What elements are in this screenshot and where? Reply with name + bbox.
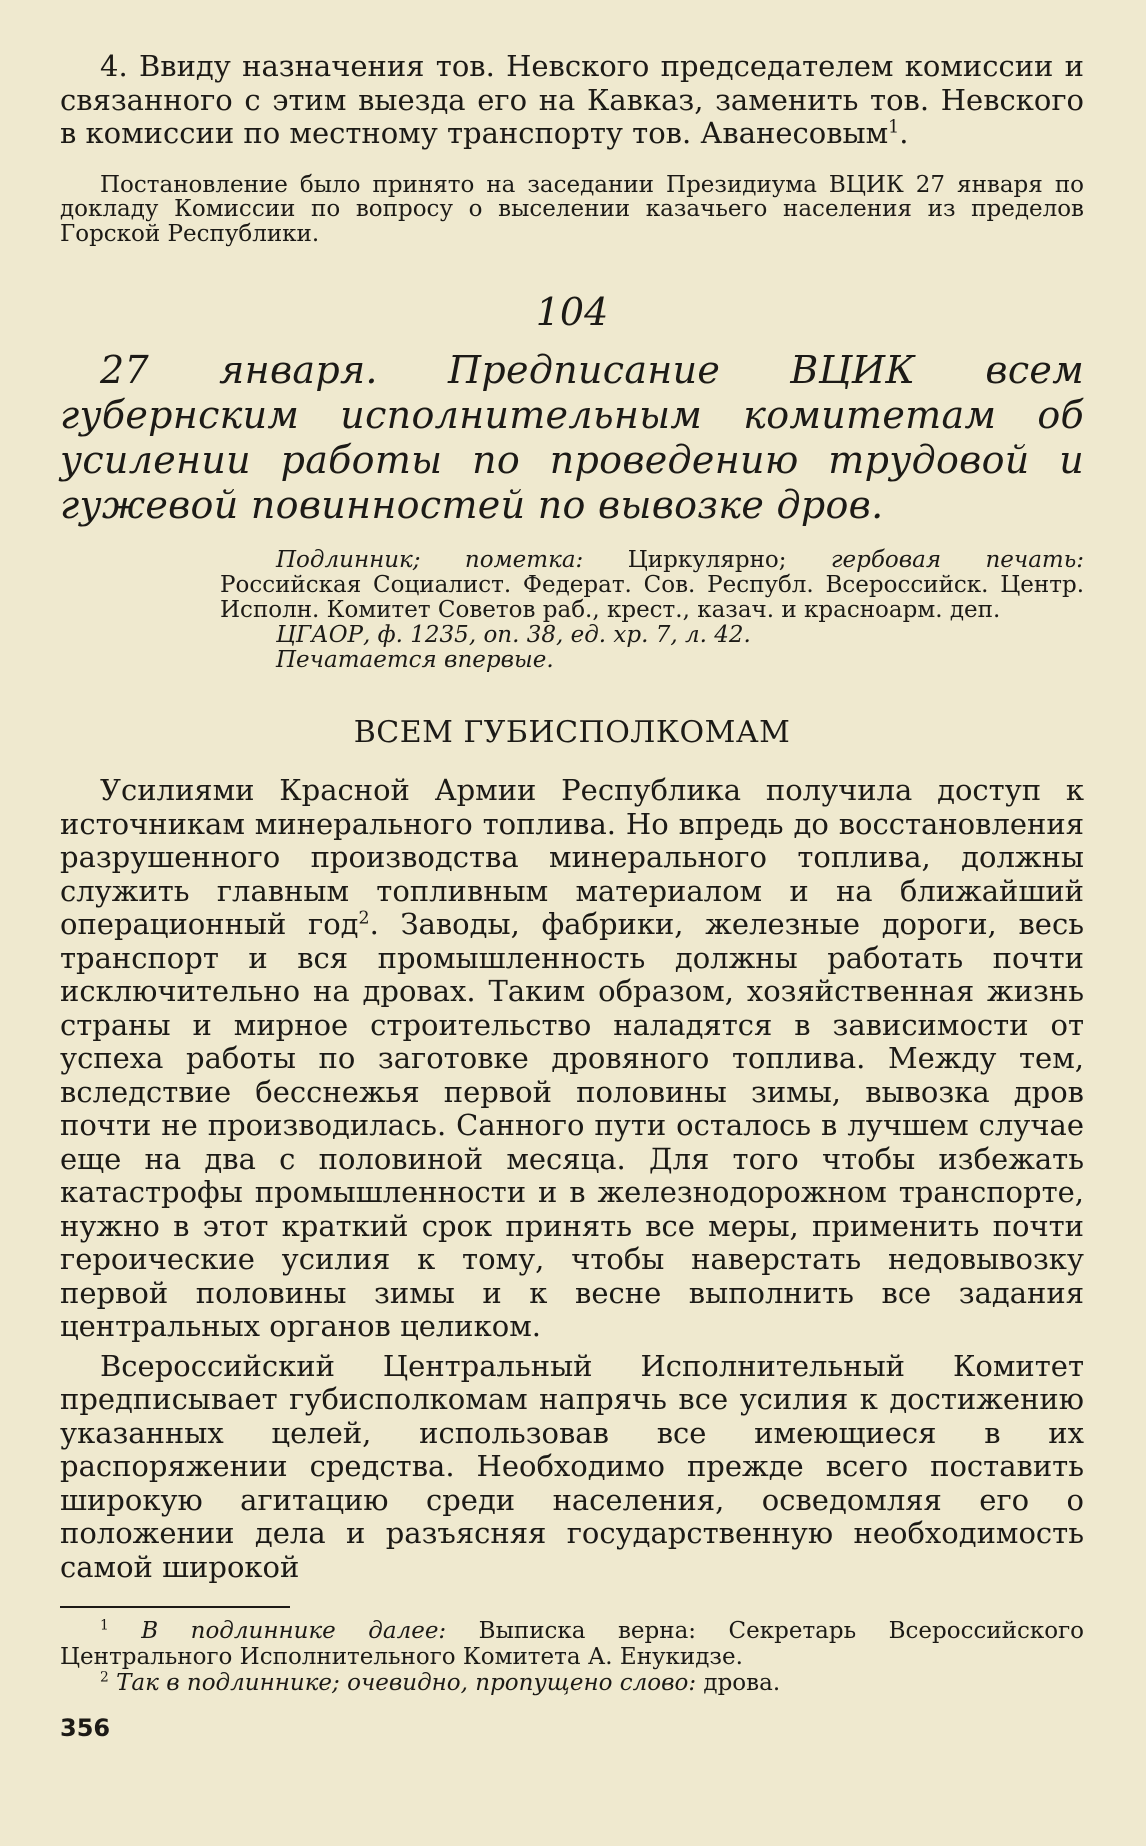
page-number: 356 <box>60 1714 111 1742</box>
footnote-1-mark: 1 <box>100 1617 109 1634</box>
source-label-original: Подлинник; пометка: <box>276 547 584 573</box>
item-4-tail: . <box>899 116 909 150</box>
body-paragraph-1-rest: . Заводы, фабрики, железные дороги, весь транспорт и вся промышленность должны работать почти исключительно на дровах. Таким образом, хозяйственная жизнь страны и мирное строительство наладятся в зависимости от успеха работы по заготовке дровяного топлива. Между тем, вследствие бесснежья первой половины зимы, вывозка дров почти не производилась. Санного пути осталось в лучшем случае еще на два с половиной месяца. Для того чтобы избежать катастрофы промышленности и в железнодорожном транспорте, нужно в этот краткий срок принять все меры, применить почти героические усилия к тому, чтобы наверстать недовывозку первой половины зимы и к весне выполнить все задания центральных органов целиком. <box>60 907 1084 1343</box>
footnote-ref-1: 1 <box>888 117 900 138</box>
section-heading: ВСЕМ ГУБИСПОЛКОМАМ <box>353 715 791 750</box>
body-paragraph-1-start: Усилиями Красной Армии Республика получила доступ к источникам минерального топлива. Но впредь до восстановления разрушенного производства минерального топлива, должны служить главным топливным материалом и на ближайший операционный год <box>60 773 1084 941</box>
footnote-1 <box>60 1618 1084 1670</box>
footnote-1-label: В подлиннике далее: <box>141 1618 447 1644</box>
source-value-circular: Циркулярно; <box>627 547 787 573</box>
footnote-2 <box>60 1670 1084 1696</box>
footnote-divider <box>60 1606 290 1608</box>
document-number: 104 <box>535 290 609 334</box>
item-4-text: 4. Ввиду назначения тов. Невского председателем комиссии и связанного с этим выезда его на Кавказ, заменить тов. Невского в комиссии по местному транспорту тов. Аванесовым <box>60 49 1084 150</box>
footnote-2-label: Так в подлиннике; очевидно, пропущено слово: <box>116 1670 697 1696</box>
source-line-1 <box>220 548 1084 623</box>
source-archive: ЦГАОР, ф. 1235, оп. 38, ед. хр. 7, л. 42. <box>276 622 751 648</box>
source-printed-first: Печатается впервые. <box>276 647 554 673</box>
body-paragraph-2: Всероссийский Центральный Исполнительный Комитет предписывает губисполкомам напрячь все усилия к достижению указанных целей, использовав все имеющиеся в их распоряжении средства. Необходимо прежде всего поставить широкую агитацию среди населения, осведомляя его о положении дела и разъясняя государственную необходимость самой широкой <box>60 1348 1084 1584</box>
resolution-note: Постановление было принято на заседании Президиума ВЦИК 27 января по докладу Комиссии по вопросу о выселении казачьего населения из пределов Горской Республики. <box>60 171 1084 247</box>
item-4-paragraph <box>60 50 1084 151</box>
source-note <box>220 548 1084 673</box>
document-title: 27 января. Предписание ВЦИК всем губернским исполнительным комитетам об усилении работы по проведению трудовой и гужевой повинностей по вывозке дров. <box>60 348 1084 527</box>
footnote-1-text: Выписка верна: Секретарь Всероссийского Центрального Исполнительного Комитета А. Енукидзе. <box>60 1618 1084 1670</box>
footnote-2-mark: 2 <box>100 1669 109 1686</box>
footnote-ref-2: 2 <box>358 908 370 929</box>
body-paragraph-1 <box>60 774 1084 1344</box>
source-label-seal: гербовая печать: <box>830 547 1085 573</box>
footnote-2-text: дрова. <box>703 1670 781 1696</box>
source-value-seal: Российская Социалист. Федерат. Сов. Республ. Всероссийск. Центр. Исполн. Комитет Советов раб., крест., казач. и красноарм. деп. <box>220 572 1084 623</box>
